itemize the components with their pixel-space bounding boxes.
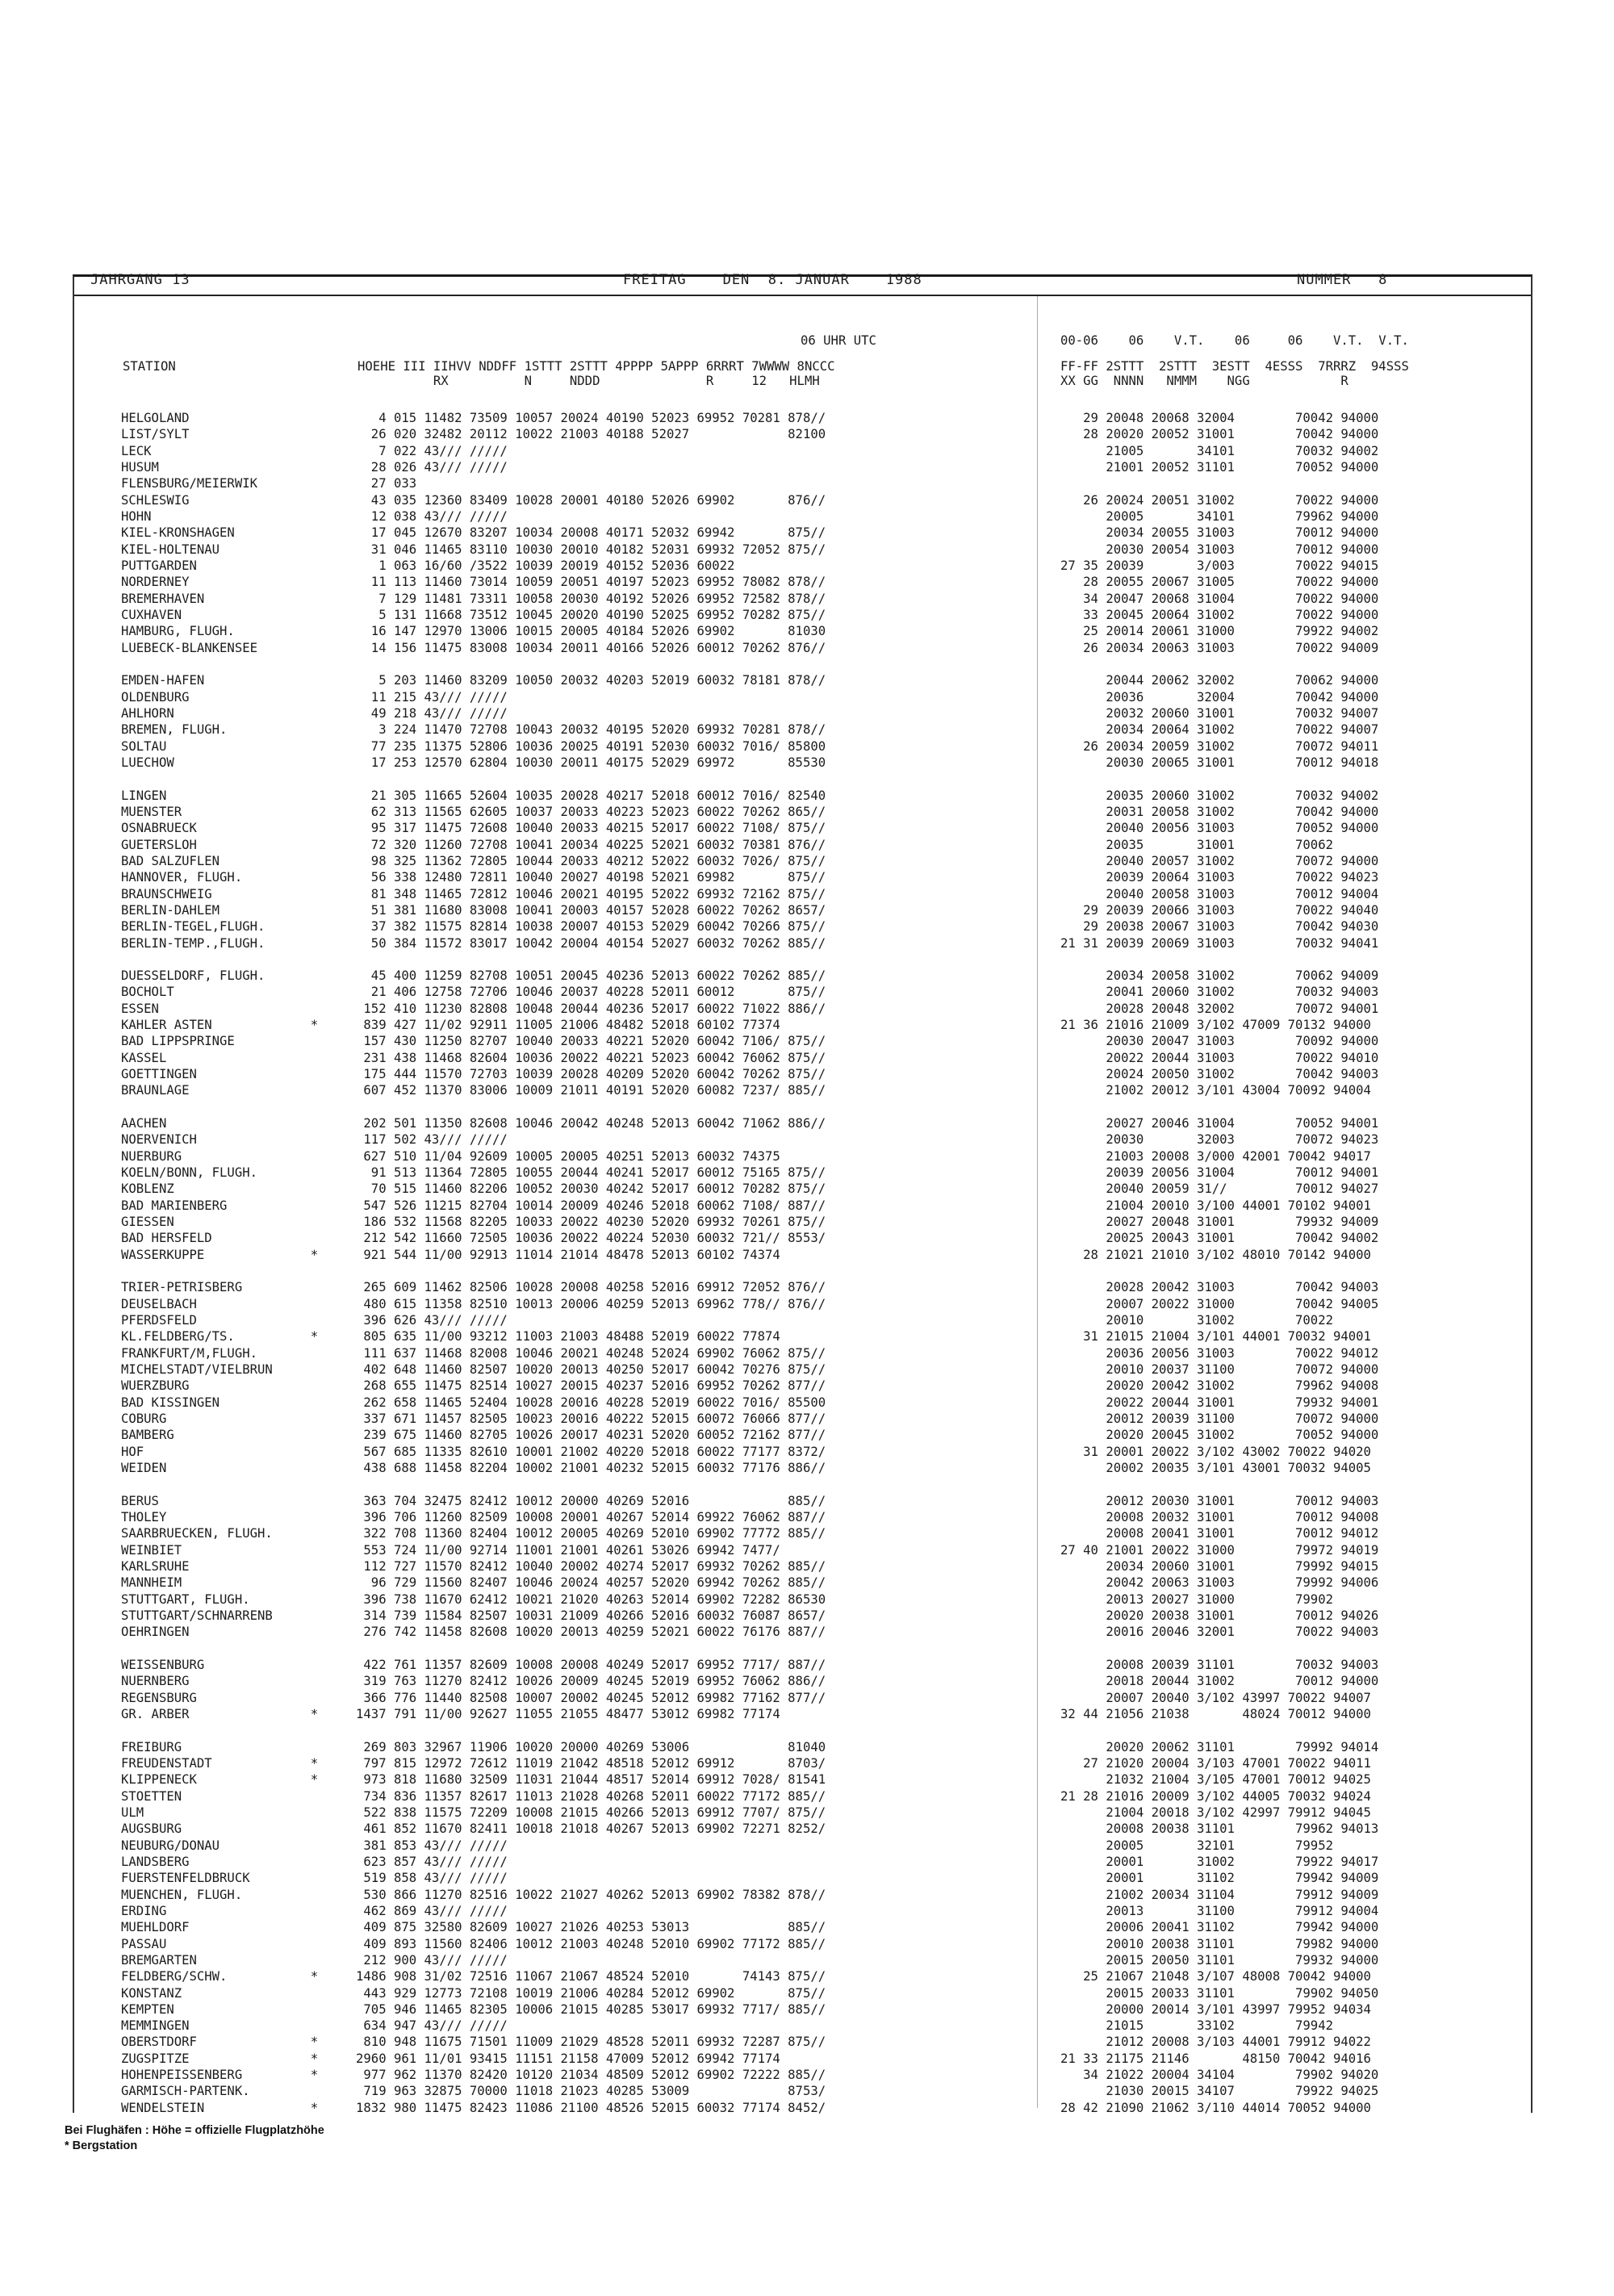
supplementary-row: 20040 20057 31002 70072 94000 [1060,853,1379,868]
supplementary-row: 20007 20022 31000 70042 94005 [1060,1296,1379,1311]
station-row: PUTTGARDEN 1 063 16/60 /3522 10039 20019 40152 52036 60022 [121,558,735,573]
supplementary-row: 20030 20054 31003 70012 94000 [1060,542,1379,557]
supplementary-row: 20040 20058 31003 70012 94004 [1060,886,1379,901]
station-row: BERLIN-TEMP.,FLUGH. 50 384 11572 83017 10042 20004 40154 52027 60032 70262 885// [121,935,826,951]
supplementary-row: 26 20034 20059 31002 70072 94011 [1060,738,1379,754]
footnote-mountain-station: * Bergstation [65,2139,138,2152]
station-row: WENDELSTEIN * 1832 980 11475 82423 11086 21100 48526 52015 60032 77174 8452/ [121,2100,826,2115]
station-row: HOF 567 685 11335 82610 10001 21002 40220 52018 60022 77177 8372/ [121,1444,826,1459]
supplementary-row: 21015 33102 79942 [1060,2018,1333,2034]
station-row: KOELN/BONN, FLUGH. 91 513 11364 72805 10055 20044 40241 52017 60012 75165 875// [121,1165,826,1181]
station-row: LUEBECK-BLANKENSEE 14 156 11475 83008 10034 20011 40166 52026 60012 70262 876// [121,640,826,655]
supplementary-row: 20041 20060 31002 70032 94003 [1060,985,1379,1000]
supplementary-row: 21001 20052 31101 70052 94000 [1060,459,1379,475]
station-row: BOCHOLT 21 406 12758 72706 10046 20037 40228 52011 60012 875// [121,985,826,1000]
supplementary-row: 31 20001 20022 3/102 43002 70022 94020 [1060,1444,1371,1459]
station-row: BAD HERSFELD 212 542 11660 72505 10036 20022 40224 52030 60032 721// 8553/ [121,1231,826,1246]
supplementary-row: 20008 20038 31101 79962 94013 [1060,1821,1379,1837]
station-row: BERUS 363 704 32475 82412 10012 20000 40269 52016 885// [121,1493,826,1508]
supplementary-row: 20040 20059 31// 70012 94027 [1060,1181,1379,1197]
supplementary-row: 20007 20040 3/102 43997 70022 94007 [1060,1690,1371,1705]
station-row: SAARBRUECKEN, FLUGH. 322 708 11360 82404 10012 20005 40269 52010 69902 77772 885// [121,1526,826,1541]
group-gap [1060,1641,1528,1657]
group-gap [1060,1099,1528,1115]
station-row: NORDERNEY 11 113 11460 73014 10059 20051 40197 52023 69952 78082 878// [121,575,826,590]
supplementary-row: 20008 20041 31001 70012 94012 [1060,1526,1379,1541]
supplementary-row: 27 40 21001 20022 31000 79972 94019 [1060,1542,1379,1558]
station-row: REGENSBURG 366 776 11440 82508 10007 20002 40245 52012 69982 77162 877// [121,1690,826,1705]
group-gap [121,656,1037,672]
station-row: MUEHLDORF 409 875 32580 82609 10027 21026 40253 53013 885// [121,1920,826,1935]
supplementary-row: 21 36 21016 21009 3/102 47009 70132 94000 [1060,1018,1371,1033]
right-column-subheadings: XX GG NNNN NMMM NGG R [1060,374,1348,388]
group-gap [121,951,1037,968]
footnotes [65,2123,324,2154]
station-row: BERLIN-DAHLEM 51 381 11680 83008 10041 20003 40157 52028 60022 70262 8657/ [121,902,826,918]
supplementary-row: 20040 20056 31003 70052 94000 [1060,821,1379,836]
station-observations [121,410,1037,2116]
supplementary-row: 28 20055 20067 31005 70022 94000 [1060,575,1379,590]
station-row: ULM 522 838 11575 72209 10008 21015 40266 52013 69912 7707/ 875// [121,1805,826,1820]
group-gap [1060,771,1528,787]
station-row: BAD LIPPSPRINGE 157 430 11250 82707 10040 20033 40221 52020 60042 7106/ 875// [121,1034,826,1049]
header-rule [74,295,1531,296]
right-column-headings: FF-FF 2STTT 2STTT 3ESTT 4ESSS 7RRRZ 94SSS [1060,359,1409,374]
issue-number: NUMMER 8 [1297,272,1388,288]
supplementary-row: 20015 20050 31101 79932 94000 [1060,1952,1379,1968]
supplementary-row: 20034 20060 31001 79992 94015 [1060,1558,1379,1574]
station-row: FUERSTENFELDBRUCK 519 858 43/// ///// [121,1871,508,1886]
supplementary-row: 20008 20039 31101 70032 94003 [1060,1657,1379,1672]
station-row: OLDENBURG 11 215 43/// ///// [121,689,508,705]
supplementary-row: 20005 32101 79952 [1060,1838,1333,1853]
station-row: AACHEN 202 501 11350 82608 10046 20042 40248 52013 60042 71062 886// [121,1116,826,1131]
supplementary-row: 20042 20063 31003 79992 94006 [1060,1575,1379,1591]
station-row: KONSTANZ 443 929 12773 72108 10019 21006 40284 52012 69902 875// [121,1985,826,2001]
station-row: ZUGSPITZE * 2960 961 11/01 93415 11151 21158 47009 52012 69942 77174 [121,2051,780,2066]
station-row: SOLTAU 77 235 11375 52806 10036 20025 40191 52030 60032 7016/ 85800 [121,738,826,754]
supplementary-row: 20013 20027 31000 79902 [1060,1591,1333,1607]
station-row: KEMPTEN 705 946 11465 82305 10006 21015 40285 53017 69932 7717/ 885// [121,2001,826,2017]
supplementary-row: 20005 34101 79962 94000 [1060,508,1379,524]
station-row: HAMBURG, FLUGH. 16 147 12970 13006 10015 20005 40184 52026 69902 81030 [121,624,826,639]
station-row: BERLIN-TEGEL,FLUGH. 37 382 11575 82814 10038 20007 40153 52029 60042 70266 875// [121,919,826,935]
station-row: HOHENPEISSENBERG * 977 962 11370 82420 10120 21034 48509 52012 69902 72222 885// [121,2068,826,2083]
supplementary-row: 34 21022 20004 34104 79902 94020 [1060,2068,1379,2083]
station-row: FLENSBURG/MEIERWIK 27 033 [121,476,417,491]
station-row: GIESSEN 186 532 11568 82205 10033 20022 40230 52020 69932 70261 875// [121,1215,826,1230]
left-column-headings: STATION HOEHE III IIHVV NDDFF 1STTT 2STTT 4PPPP 5APPP 6RRRT 7WWWW 8NCCC [123,359,835,374]
supplementary-row: 28 20020 20052 31001 70042 94000 [1060,427,1379,442]
supplementary-row: 21 31 20039 20069 31003 70032 94041 [1060,935,1379,951]
supplementary-row: 20030 32003 70072 94023 [1060,1132,1379,1148]
supplementary-row: 20022 20044 31003 70022 94010 [1060,1050,1379,1065]
supplementary-row: 28 42 21090 21062 3/110 44014 70052 94000 [1060,2100,1371,2115]
station-row: BRAUNSCHWEIG 81 348 11465 72812 10046 20021 40195 52022 69932 72162 875// [121,886,826,901]
supplementary-row: 32 44 21056 21038 48024 70012 94000 [1060,1706,1371,1721]
station-row: THOLEY 396 706 11260 82509 10008 20001 40267 52014 69922 76062 887// [121,1509,826,1524]
supplementary-row: 21012 20008 3/103 44001 79912 94022 [1060,2035,1371,2050]
right-period-heading: 00-06 06 V.T. 06 06 V.T. V.T. [1060,333,1409,348]
obs-time-heading: 06 UHR UTC [801,333,876,348]
station-row: LINGEN 21 305 11665 52604 10035 20028 40217 52018 60012 7016/ 82540 [121,788,826,803]
supplementary-row: 20010 20037 31100 70072 94000 [1060,1362,1379,1378]
station-row: KOBLENZ 70 515 11460 82206 10052 20030 40242 52017 60012 70282 875// [121,1181,826,1197]
station-row: MEMMINGEN 634 947 43/// ///// [121,2018,508,2034]
station-row: FREIBURG 269 803 32967 11906 10020 20000 40269 53006 81040 [121,1739,826,1754]
supplementary-row: 20013 31100 79912 94004 [1060,1903,1379,1918]
station-row: DEUSELBACH 480 615 11358 82510 10013 20006 40259 52013 69962 778// 876// [121,1296,826,1311]
station-row: OEHRINGEN 276 742 11458 82608 10020 20013 40259 52021 60022 76176 887// [121,1625,826,1640]
station-row: BREMGARTEN 212 900 43/// ///// [121,1952,508,1968]
station-row: SCHLESWIG 43 035 12360 83409 10028 20001 40180 52026 69902 876// [121,492,826,508]
station-row: LANDSBERG 623 857 43/// ///// [121,1854,508,1869]
supplementary-row: 20008 20032 31001 70012 94008 [1060,1509,1379,1524]
left-column-subheadings: RX N NDDD R 12 HLMH [123,374,820,388]
station-row: KARLSRUHE 112 727 11570 82412 10040 20002 40274 52017 69932 70262 885// [121,1558,826,1574]
station-row: PFERDSFELD 396 626 43/// ///// [121,1313,508,1328]
supplementary-row: 33 20045 20064 31002 70022 94000 [1060,607,1379,622]
supplementary-row: 20020 20042 31002 79962 94008 [1060,1378,1379,1394]
station-row: HOHN 12 038 43/// ///// [121,508,508,524]
supplementary-row: 20002 20035 3/101 43001 70032 94005 [1060,1461,1371,1475]
group-gap [121,1476,1037,1492]
station-row: ESSEN 152 410 11230 82808 10048 20044 40236 52017 60022 71022 886// [121,1001,826,1016]
station-row: HANNOVER, FLUGH. 56 338 12480 72811 10040 20027 40198 52021 69982 875// [121,870,826,885]
footnote-airport-height: Bei Flughäfen : Höhe = offizielle Flugplatzhöhe [65,2124,324,2137]
station-row: BAMBERG 239 675 11460 82705 10026 20017 40231 52020 60052 72162 877// [121,1428,826,1443]
station-row: BREMEN, FLUGH. 3 224 11470 72708 10043 20032 40195 52020 69932 70281 878// [121,722,826,738]
group-gap [1060,951,1528,968]
supplementary-row: 20034 20055 31003 70012 94000 [1060,525,1379,541]
supplementary-row: 20006 20041 31102 79942 94000 [1060,1920,1379,1935]
supplementary-row: 21032 21004 3/105 47001 70012 94025 [1060,1772,1371,1788]
supplementary-row: 20010 20038 31101 79982 94000 [1060,1936,1379,1951]
station-row: MICHELSTADT/VIELBRUN 402 648 11460 82507 10020 20013 40250 52017 60042 70276 875// [121,1362,826,1378]
station-row: OSNABRUECK 95 317 11475 72608 10040 20033 40215 52017 60022 7108/ 875// [121,821,826,836]
station-row: BREMERHAVEN 7 129 11481 73311 10058 20030 40192 52026 69952 72582 878// [121,591,826,606]
supplementary-row: 20018 20044 31002 70012 94000 [1060,1674,1379,1689]
supplementary-row: 20031 20058 31002 70042 94000 [1060,804,1379,819]
volume-label: JAHRGANG 13 [90,272,190,288]
station-row: BAD SALZUFLEN 98 325 11362 72805 10044 20033 40212 52022 60032 7026/ 875// [121,853,826,868]
station-row: STOETTEN 734 836 11357 82617 11013 21028 40268 52011 60022 77172 885// [121,1788,826,1804]
station-row: NUERBURG 627 510 11/04 92609 10005 20005 40251 52013 60032 74375 [121,1148,780,1164]
supplementary-row: 20030 20047 31003 70092 94000 [1060,1034,1379,1049]
group-gap [1060,656,1528,672]
supplementary-row: 29 20039 20066 31003 70022 94040 [1060,902,1379,918]
supplementary-row: 20035 31001 70062 [1060,837,1333,852]
report-sheet [73,274,1532,2113]
station-row: CUXHAVEN 5 131 11668 73512 10045 20020 40190 52025 69952 70282 875// [121,607,826,622]
station-row: KIEL-HOLTENAU 31 046 11465 83110 10030 20010 40182 52031 69932 72052 875// [121,542,826,557]
supplementary-row: 20035 20060 31002 70032 94002 [1060,788,1379,803]
supplementary-row: 20028 20042 31003 70042 94003 [1060,1280,1379,1295]
supplementary-row: 20024 20050 31002 70042 94003 [1060,1067,1379,1082]
station-row: FREUDENSTADT * 797 815 12972 72612 11019 21042 48518 52012 69912 8703/ [121,1755,826,1771]
station-row: FRANKFURT/M,FLUGH. 111 637 11468 82008 10046 20021 40248 52024 69902 76062 875// [121,1345,826,1361]
station-row: STUTTGART/SCHNARRENB 314 739 11584 82507 10031 21009 40266 52016 60032 76087 8657/ [121,1608,826,1623]
supplementary-row: 20020 20038 31001 70012 94026 [1060,1608,1379,1623]
supplementary-row: 20016 20046 32001 70022 94003 [1060,1625,1379,1640]
station-row: NOERVENICH 117 502 43/// ///// [121,1132,508,1148]
supplementary-row: 21004 20010 3/100 44001 70102 94001 [1060,1198,1371,1213]
station-row: AHLHORN 49 218 43/// ///// [121,705,508,721]
station-row: NUERNBERG 319 763 11270 82412 10026 20009 40245 52019 69952 76062 886// [121,1674,826,1689]
station-row: BAD MARIENBERG 547 526 11215 82704 10014 20009 40246 52018 60062 7108/ 887// [121,1198,826,1213]
station-row: MUENSTER 62 313 11565 62605 10037 20033 40223 52023 60022 70262 865// [121,804,826,819]
station-row: GOETTINGEN 175 444 11570 72703 10039 20028 40209 52020 60042 70262 875// [121,1067,826,1082]
station-row: WEISSENBURG 422 761 11357 82609 10008 20008 40249 52017 69952 7717/ 887// [121,1657,826,1672]
station-row: TRIER-PETRISBERG 265 609 11462 82506 10028 20008 40258 52016 69912 72052 876// [121,1280,826,1295]
supplementary-row: 20015 20033 31101 79902 94050 [1060,1985,1379,2001]
supplementary-row: 26 20024 20051 31002 70022 94000 [1060,492,1379,508]
group-gap [121,1641,1037,1657]
station-row: GR. ARBER * 1437 791 11/00 92627 11055 21055 48477 53012 69982 77174 [121,1706,780,1721]
supplementary-observations [1060,410,1528,2116]
station-row: NEUBURG/DONAU 381 853 43/// ///// [121,1838,508,1853]
supplementary-row: 21 33 21175 21146 48150 70042 94016 [1060,2051,1371,2066]
station-row: KAHLER ASTEN * 839 427 11/02 92911 11005 21006 48482 52018 60102 77374 [121,1018,780,1033]
supplementary-row: 20020 20062 31101 79992 94014 [1060,1739,1379,1754]
supplementary-row: 20012 20030 31001 70012 94003 [1060,1493,1379,1508]
station-row: DUESSELDORF, FLUGH. 45 400 11259 82708 10051 20045 40236 52013 60022 70262 885// [121,968,826,984]
station-row: LIST/SYLT 26 020 32482 20112 10022 21003 40188 52027 82100 [121,427,826,442]
supplementary-row: 25 21067 21048 3/107 48008 70042 94000 [1060,1969,1371,1984]
station-row: FELDBERG/SCHW. * 1486 908 31/02 72516 11067 21067 48524 52010 74143 875// [121,1969,826,1984]
station-row: AUGSBURG 461 852 11670 82411 10018 21018 40267 52013 69902 72271 8252/ [121,1821,826,1837]
station-row: EMDEN-HAFEN 5 203 11460 83209 10050 20032 40203 52019 60032 78181 878// [121,673,826,688]
station-row: BAD KISSINGEN 262 658 11465 52404 10028 20016 40228 52019 60022 7016/ 85500 [121,1395,826,1410]
station-row: WEINBIET 553 724 11/00 92714 11001 21001 40261 53026 69942 7477/ [121,1542,780,1558]
supplementary-row: 20001 31102 79942 94009 [1060,1871,1379,1886]
supplementary-row: 21004 20018 3/102 42997 79912 94045 [1060,1805,1371,1820]
station-row: WUERZBURG 268 655 11475 82514 10027 20015 40237 52016 69952 70262 877// [121,1378,826,1394]
station-row: HUSUM 28 026 43/// ///// [121,459,508,475]
station-row: LUECHOW 17 253 12570 62804 10030 20011 40175 52029 69972 85530 [121,755,826,770]
supplementary-row: 20034 20058 31002 70062 94009 [1060,968,1379,984]
supplementary-row: 21002 20012 3/101 43004 70092 94004 [1060,1083,1371,1098]
supplementary-row: 20012 20039 31100 70072 94000 [1060,1411,1379,1427]
supplementary-row: 21030 20015 34107 79922 94025 [1060,2084,1379,2099]
station-row: KL.FELDBERG/TS. * 805 635 11/00 93212 11003 21003 48488 52019 60022 77874 [121,1329,780,1345]
supplementary-row: 27 35 20039 3/003 70022 94015 [1060,558,1379,573]
supplementary-row: 20025 20043 31001 70042 94002 [1060,1231,1379,1246]
station-row: KIEL-KRONSHAGEN 17 045 12670 83207 10034 20008 40171 52032 69942 875// [121,525,826,541]
group-gap [121,1263,1037,1279]
supplementary-row: 27 21020 20004 3/103 47001 70022 94011 [1060,1755,1371,1771]
supplementary-row: 25 20014 20061 31000 79922 94002 [1060,624,1379,639]
supplementary-row: 21 28 21016 20009 3/102 44005 70032 94024 [1060,1788,1371,1804]
station-row: COBURG 337 671 11457 82505 10023 20016 40222 52015 60072 76066 877// [121,1411,826,1427]
station-row: KLIPPENECK * 973 818 11680 32509 11031 21044 48517 52014 69912 7028/ 81541 [121,1772,826,1788]
supplementary-row: 20032 20060 31001 70032 94007 [1060,705,1379,721]
station-row: KASSEL 231 438 11468 82604 10036 20022 40221 52023 60042 76062 875// [121,1050,826,1065]
supplementary-row: 20027 20048 31001 79932 94009 [1060,1215,1379,1230]
group-gap [1060,1722,1528,1738]
group-gap [1060,1263,1528,1279]
report-date: FREITAG DEN 8. JANUAR 1988 [623,272,922,288]
supplementary-row: 20036 32004 70042 94000 [1060,689,1379,705]
station-row: PASSAU 409 893 11560 82406 10012 21003 40248 52010 69902 77172 885// [121,1936,826,1951]
supplementary-row: 26 20034 20063 31003 70022 94009 [1060,640,1379,655]
supplementary-row: 21005 34101 70032 94002 [1060,443,1379,458]
station-row: GUETERSLOH 72 320 11260 72708 10041 20034 40225 52021 60032 70381 876// [121,837,826,852]
station-row: GARMISCH-PARTENK. 719 963 32875 70000 11018 21023 40285 53009 8753/ [121,2084,826,2099]
supplementary-row: 28 21021 21010 3/102 48010 70142 94000 [1060,1247,1371,1262]
station-row: WEIDEN 438 688 11458 82204 10002 21001 40232 52015 60032 77176 886// [121,1461,826,1475]
supplementary-row: 20036 20056 31003 70022 94012 [1060,1345,1379,1361]
supplementary-row: 20010 31002 70022 [1060,1313,1333,1328]
supplementary-row: 20000 20014 3/101 43997 79952 94034 [1060,2001,1371,2017]
station-row: HELGOLAND 4 015 11482 73509 10057 20024 40190 52023 69952 70281 878// [121,411,826,425]
column-divider [1037,296,1038,2108]
group-gap [121,771,1037,787]
supplementary-row: 20039 20064 31003 70022 94023 [1060,870,1379,885]
station-row: STUTTGART, FLUGH. 396 738 11670 62412 10021 21020 40263 52014 69902 72282 86530 [121,1591,826,1607]
supplementary-row: 20034 20064 31002 70022 94007 [1060,722,1379,738]
supplementary-row: 20020 20045 31002 70052 94000 [1060,1428,1379,1443]
supplementary-row: 31 21015 21004 3/101 44001 70032 94001 [1060,1329,1371,1345]
group-gap [121,1722,1037,1738]
station-row: OBERSTDORF * 810 948 11675 71501 11009 21029 48528 52011 69932 72287 875// [121,2035,826,2050]
station-row: LECK 7 022 43/// ///// [121,443,508,458]
group-gap [121,1099,1037,1115]
supplementary-row: 20028 20048 32002 70072 94001 [1060,1001,1379,1016]
station-row: MUENCHEN, FLUGH. 530 866 11270 82516 10022 21027 40262 52013 69902 78382 878// [121,1887,826,1902]
supplementary-row: 20001 31002 79922 94017 [1060,1854,1379,1869]
group-gap [1060,1476,1528,1492]
station-row: BRAUNLAGE 607 452 11370 83006 10009 21011 40191 52020 60082 7237/ 885// [121,1083,826,1098]
supplementary-row: 29 20038 20067 31003 70042 94030 [1060,919,1379,935]
station-row: WASSERKUPPE * 921 544 11/00 92913 11014 21014 48478 52013 60102 74374 [121,1247,780,1262]
supplementary-row: 20039 20056 31004 70012 94001 [1060,1165,1379,1181]
supplementary-row: 20044 20062 32002 70062 94000 [1060,673,1379,688]
supplementary-row: 21003 20008 3/000 42001 70042 94017 [1060,1148,1371,1164]
group-gap [1060,475,1528,491]
station-row: MANNHEIM 96 729 11560 82407 10046 20024 40257 52020 69942 70262 885// [121,1575,826,1591]
supplementary-row: 20027 20046 31004 70052 94001 [1060,1116,1379,1131]
supplementary-row: 29 20048 20068 32004 70042 94000 [1060,411,1379,425]
supplementary-row: 34 20047 20068 31004 70022 94000 [1060,591,1379,606]
supplementary-row: 21002 20034 31104 79912 94009 [1060,1887,1379,1902]
supplementary-row: 20022 20044 31001 79932 94001 [1060,1395,1379,1410]
station-row: ERDING 462 869 43/// ///// [121,1903,508,1918]
supplementary-row: 20030 20065 31001 70012 94018 [1060,755,1379,770]
